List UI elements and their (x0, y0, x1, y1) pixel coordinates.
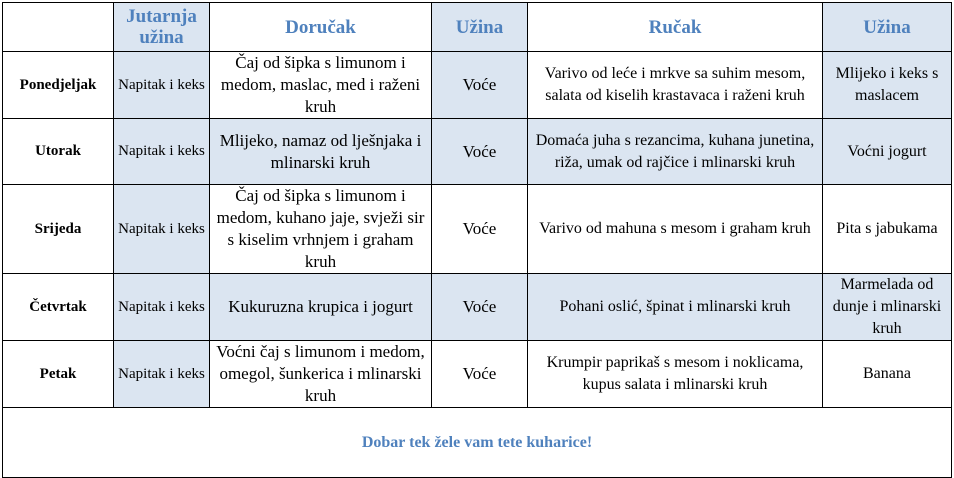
lunch-cell: Krumpir paprikaš s mesom i noklicama, kupus salata i mlinarski kruh (528, 341, 823, 408)
afternoon-snack-cell: Mlijeko i keks s maslacem (823, 52, 952, 119)
day-label: Utorak (3, 119, 114, 185)
morning-snack-cell: Napitak i keks (114, 341, 210, 408)
header-lunch: Ručak (528, 3, 823, 52)
morning-snack-cell: Napitak i keks (114, 274, 210, 341)
header-afternoon-snack: Užina (823, 3, 952, 52)
lunch-cell: Varivo od mahuna s mesom i graham kruh (528, 185, 823, 274)
table-row (3, 119, 952, 185)
lunch-cell: Varivo od leće i mrkve sa suhim mesom, salata od kiselih krastavaca i raženi kruh (528, 52, 823, 119)
morning-snack-cell: Napitak i keks (114, 185, 210, 274)
snack-cell: Voće (432, 52, 528, 119)
breakfast-cell: Kukuruzna krupica i jogurt (210, 274, 432, 341)
breakfast-cell: Mlijeko, namaz od lješnjaka i mlinarski kruh (210, 119, 432, 185)
afternoon-snack-cell: Pita s jabukama (823, 185, 952, 274)
footer-message: Dobar tek žele vam tete kuharice! (3, 408, 952, 478)
morning-snack-cell: Napitak i keks (114, 119, 210, 185)
breakfast-cell: Čaj od šipka s limunom i medom, maslac, med i raženi kruh (210, 52, 432, 119)
afternoon-snack-cell: Banana (823, 341, 952, 408)
footer-row (3, 408, 952, 478)
snack-cell: Voće (432, 341, 528, 408)
day-label: Ponedjeljak (3, 52, 114, 119)
snack-cell: Voće (432, 185, 528, 274)
morning-snack-cell: Napitak i keks (114, 52, 210, 119)
snack-cell: Voće (432, 119, 528, 185)
breakfast-cell: Voćni čaj s limunom i medom, omegol, šunkerica i mlinarski kruh (210, 341, 432, 408)
lunch-cell: Pohani oslić, špinat i mlinarski kruh (528, 274, 823, 341)
day-label: Srijeda (3, 185, 114, 274)
afternoon-snack-cell: Voćni jogurt (823, 119, 952, 185)
lunch-cell: Domaća juha s rezancima, kuhana junetina, riža, umak od rajčice i mlinarski kruh (528, 119, 823, 185)
header-morning-snack: Jutarnja užina (114, 3, 210, 52)
table-row (3, 274, 952, 341)
corner-cell (3, 3, 114, 52)
day-label: Četvrtak (3, 274, 114, 341)
afternoon-snack-cell: Marmelada od dunje i mlinarski kruh (823, 274, 952, 341)
header-snack: Užina (432, 3, 528, 52)
table-row (3, 341, 952, 408)
day-label: Petak (3, 341, 114, 408)
table-row (3, 52, 952, 119)
header-breakfast: Doručak (210, 3, 432, 52)
weekly-menu-table (2, 2, 952, 478)
header-row (3, 3, 952, 52)
snack-cell: Voće (432, 274, 528, 341)
breakfast-cell: Čaj od šipka s limunom i medom, kuhano jaje, svježi sir s kiselim vrhnjem i graham kruh (210, 185, 432, 274)
table-row (3, 185, 952, 274)
